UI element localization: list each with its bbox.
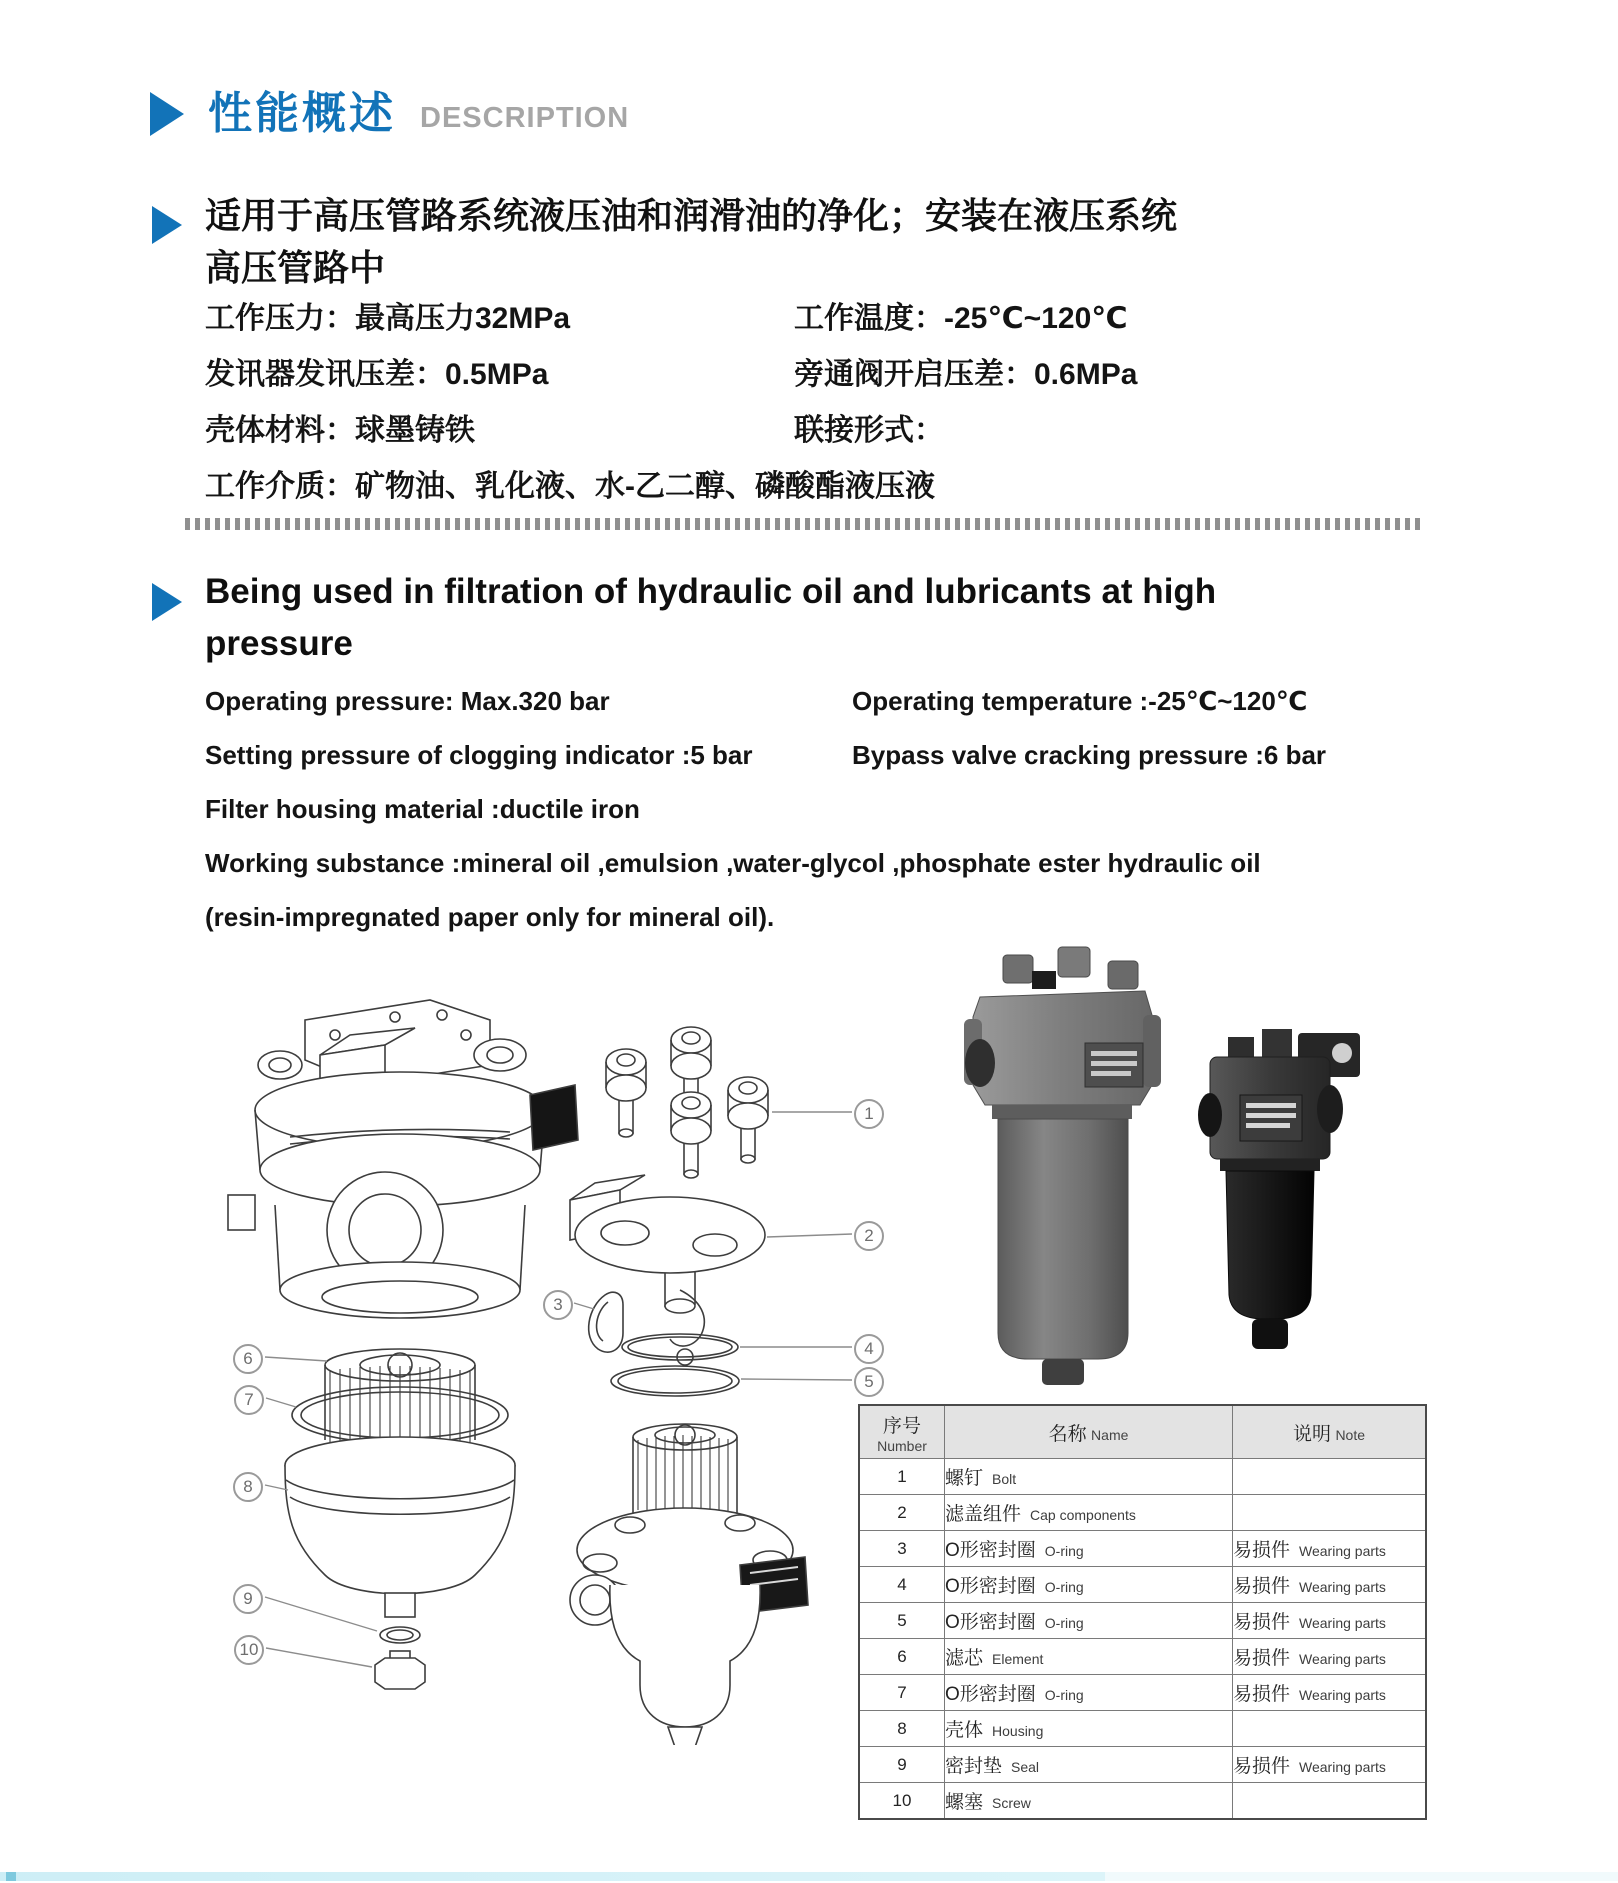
- callout-1: 1: [854, 1099, 884, 1129]
- cn-spec-right: 工作温度：-25℃~120℃: [794, 302, 1128, 335]
- callout-10: 10: [234, 1635, 264, 1665]
- footer-bar: [0, 1872, 1105, 1881]
- en-spec-row: [205, 740, 1505, 794]
- en-spec-row: [205, 794, 1505, 848]
- en-spec-left: Working substance :mineral oil ,emulsion ,water-glycol ,phosphate ester hydraulic oil: [205, 848, 1261, 878]
- callout-8: 8: [233, 1472, 263, 1502]
- cn-arrow-icon: [152, 206, 182, 244]
- section-title-en: DESCRIPTION: [420, 101, 630, 134]
- en-arrow-icon: [152, 583, 182, 621]
- cn-spec-row: [205, 293, 1485, 349]
- exploded-view-middle-drawing: [570, 1027, 852, 1745]
- table-row: 3 O形密封圈 O-ring 易损件 Wearing parts: [859, 1531, 1426, 1567]
- col-header-note: 说明 Note: [1233, 1405, 1427, 1459]
- section-header: [150, 89, 630, 138]
- en-spec-left: Setting pressure of clogging indicator :5 bar: [205, 740, 753, 770]
- en-heading: [205, 566, 1216, 670]
- exploded-view-left-drawing: [228, 1000, 578, 1689]
- en-spec-row: [205, 848, 1505, 902]
- table-row: 2 滤盖组件 Cap components: [859, 1495, 1426, 1531]
- en-spec-left: (resin-impregnated paper only for mineral oil).: [205, 902, 775, 932]
- cn-spec-left: 工作介质：矿物油、乳化液、水-乙二醇、磷酸酯液压液: [205, 470, 935, 503]
- col-header-name: 名称 Name: [945, 1405, 1233, 1459]
- table-row: 9 密封垫 Seal 易损件 Wearing parts: [859, 1747, 1426, 1783]
- callout-7: 7: [234, 1385, 264, 1415]
- callout-2: 2: [854, 1221, 884, 1251]
- cn-spec-right: 旁通阀开启压差：0.6MPa: [794, 358, 1138, 391]
- en-spec-right: Operating temperature :-25℃~120℃: [852, 686, 1308, 716]
- footer-bar-light: [1105, 1872, 1618, 1881]
- table-row: 8 壳体 Housing: [859, 1711, 1426, 1747]
- table-row: 10 螺塞 Screw: [859, 1783, 1426, 1820]
- cn-spec-left: 工作压力：最高压力32MPa: [205, 302, 571, 335]
- callout-4: 4: [854, 1334, 884, 1364]
- parts-table: [858, 1404, 1427, 1820]
- cn-spec-row: [205, 349, 1485, 405]
- section-arrow-icon: [150, 92, 184, 136]
- cn-spec-row: [205, 405, 1485, 461]
- en-spec-list: [205, 686, 1505, 956]
- cn-heading-line2: 高压管路中: [205, 247, 386, 288]
- cn-spec-left: 发讯器发讯压差：0.5MPa: [205, 358, 549, 391]
- en-heading-line1: Being used in filtration of hydraulic oil and lubricants at high: [205, 572, 1217, 611]
- cn-spec-row: [205, 461, 1485, 517]
- table-row: 6 滤芯 Element 易损件 Wearing parts: [859, 1639, 1426, 1675]
- table-header-row: [859, 1405, 1426, 1459]
- callout-5: 5: [854, 1367, 884, 1397]
- callout-9: 9: [233, 1584, 263, 1614]
- section-title-cn: 性能概述: [208, 89, 396, 138]
- product-photo-large: [964, 947, 1161, 1385]
- table-row: 7 O形密封圈 O-ring 易损件 Wearing parts: [859, 1675, 1426, 1711]
- col-header-number: 序号 Number: [859, 1405, 945, 1459]
- product-photo-small: [1198, 1029, 1360, 1349]
- table-row: 1 螺钉 Bolt: [859, 1459, 1426, 1495]
- table-row: 4 O形密封圈 O-ring 易损件 Wearing parts: [859, 1567, 1426, 1603]
- en-spec-right: Bypass valve cracking pressure :6 bar: [852, 740, 1327, 770]
- en-heading-line2: pressure: [205, 624, 353, 663]
- en-spec-row: [205, 686, 1505, 740]
- en-spec-left: Operating pressure: Max.320 bar: [205, 686, 610, 716]
- callout-6: 6: [233, 1344, 263, 1374]
- cn-heading-line1: 适用于高压管路系统液压油和润滑油的净化；安装在液压系统: [205, 195, 1178, 236]
- cn-spec-right: 联接形式：: [794, 414, 944, 447]
- en-spec-left: Filter housing material :ductile iron: [205, 794, 640, 824]
- table-row: 5 O形密封圈 O-ring 易损件 Wearing parts: [859, 1603, 1426, 1639]
- dashed-divider: [185, 518, 1422, 530]
- cn-heading: [205, 190, 1177, 294]
- cn-spec-left: 壳体材料：球墨铸铁: [205, 414, 475, 447]
- callout-3: 3: [543, 1290, 573, 1320]
- footer-chip: [6, 1872, 16, 1881]
- cn-spec-list: [205, 293, 1485, 517]
